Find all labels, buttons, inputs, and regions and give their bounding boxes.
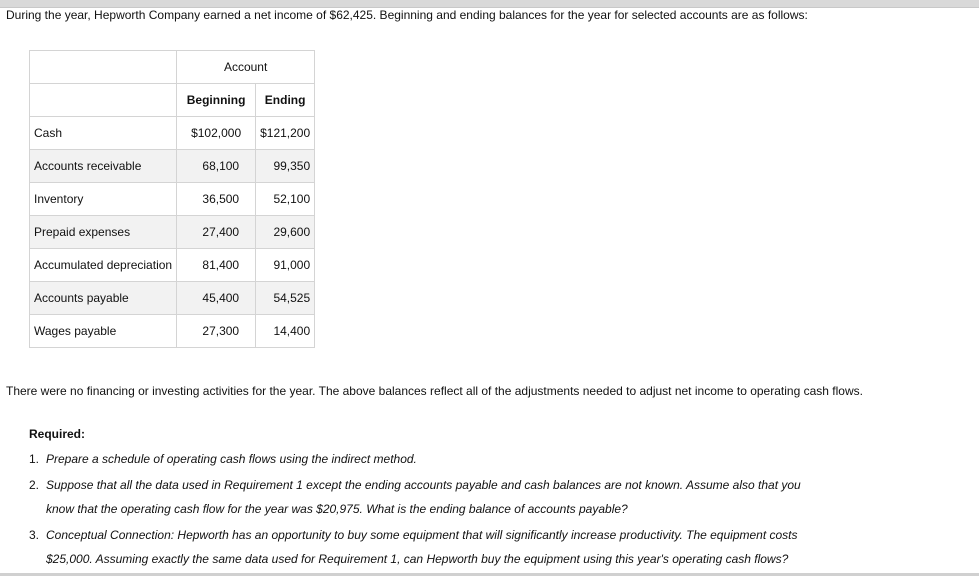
beginning-value: 27,400 (177, 216, 256, 249)
ending-value: 14,400 (256, 315, 315, 348)
note-text: There were no financing or investing activities for the year. The above balances reflect all of the adjustments needed to adjust net income to operating cash flows. (6, 384, 863, 398)
header-blank-cell (30, 84, 177, 117)
requirement-2 (29, 478, 801, 492)
requirement-1 (29, 452, 417, 466)
account-name: Cash (30, 117, 177, 150)
beginning-value: 68,100 (177, 150, 256, 183)
table-row (30, 117, 315, 150)
balances-table (29, 50, 315, 348)
top-scroll-edge (0, 0, 979, 8)
requirement-number: 3. (29, 528, 40, 542)
account-name: Accumulated depreciation (30, 249, 177, 282)
ending-value: 99,350 (256, 150, 315, 183)
ending-value: 91,000 (256, 249, 315, 282)
ending-value: 29,600 (256, 216, 315, 249)
requirement-3-continued (46, 552, 788, 566)
table-row (30, 282, 315, 315)
account-header: Account (177, 51, 315, 84)
account-name: Accounts payable (30, 282, 177, 315)
beginning-value: 36,500 (177, 183, 256, 216)
requirement-3 (29, 528, 798, 542)
requirement-text: know that the operating cash flow for the year was $20,975. What is the ending balance of accounts payable? (46, 502, 628, 516)
requirement-2-continued (46, 502, 628, 516)
table-header-row (30, 84, 315, 117)
account-name: Inventory (30, 183, 177, 216)
beginning-header: Beginning (177, 84, 256, 117)
requirement-text: Conceptual Connection: Hepworth has an opportunity to buy some equipment that will significantly increase productivity. The equipment costs (46, 528, 798, 542)
ending-value: 54,525 (256, 282, 315, 315)
account-name: Prepaid expenses (30, 216, 177, 249)
table-header-row-group (30, 51, 315, 84)
intro-text: During the year, Hepworth Company earned a net income of $62,425. Beginning and ending balances for the year for selected accounts are as follows: (6, 8, 808, 22)
requirement-text: Prepare a schedule of operating cash flows using the indirect method. (46, 452, 417, 466)
account-name: Wages payable (30, 315, 177, 348)
table-row (30, 216, 315, 249)
beginning-value: 81,400 (177, 249, 256, 282)
table-row (30, 249, 315, 282)
requirement-number: 1. (29, 452, 40, 466)
table-row (30, 315, 315, 348)
table-row (30, 183, 315, 216)
beginning-value: 45,400 (177, 282, 256, 315)
ending-value: $121,200 (256, 117, 315, 150)
requirement-text: $25,000. Assuming exactly the same data used for Requirement 1, can Hepworth buy the equipment using this year's operating cash flows? (46, 552, 789, 566)
table-row (30, 150, 315, 183)
account-name: Accounts receivable (30, 150, 177, 183)
header-blank-cell (30, 51, 177, 84)
beginning-value: 27,300 (177, 315, 256, 348)
requirement-text: Suppose that all the data used in Requirement 1 except the ending accounts payable and cash balances are not known. Assume also that you (46, 478, 801, 492)
required-heading: Required: (29, 427, 86, 441)
ending-header: Ending (256, 84, 315, 117)
beginning-value: $102,000 (177, 117, 256, 150)
requirement-number: 2. (29, 478, 40, 492)
ending-value: 52,100 (256, 183, 315, 216)
